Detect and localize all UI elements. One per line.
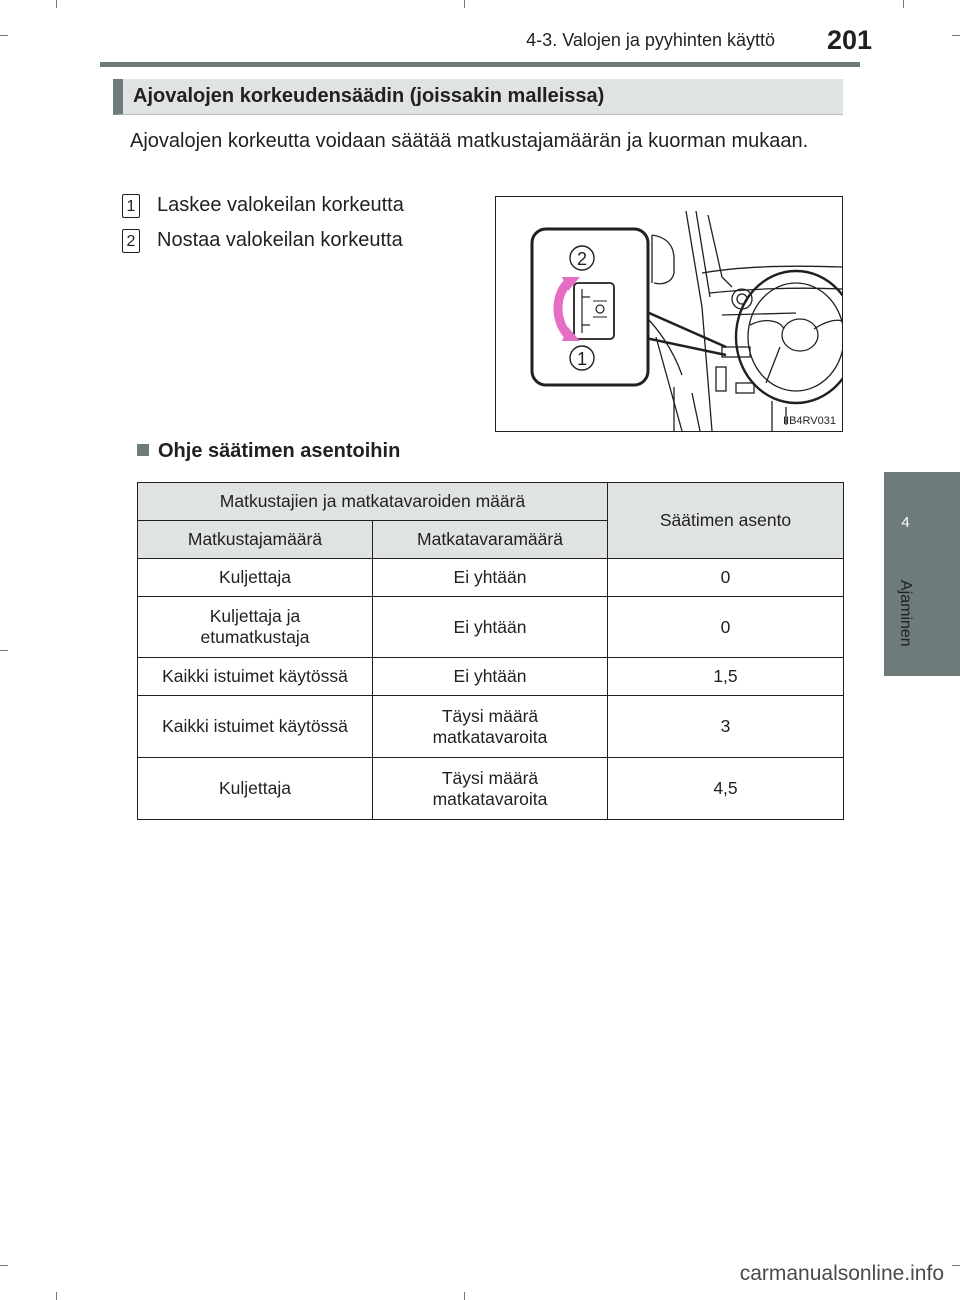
- luggage-cell: Täysi määrä matkatavaroita: [373, 758, 608, 820]
- dashboard-drawing: [496, 197, 842, 431]
- item-number-badge: 2: [122, 229, 140, 253]
- luggage-cell: Ei yhtään: [373, 597, 608, 658]
- crop-mark: [56, 1292, 57, 1300]
- crop-mark: [464, 1292, 465, 1300]
- passengers-cell: Kuljettaja: [138, 559, 373, 597]
- section-heading-text: Ajovalojen korkeudensäädin (joissakin malleissa): [133, 85, 605, 107]
- header-section-title: 4-3. Valojen ja pyyhinten käyttö: [526, 30, 775, 50]
- header-group-cell: Matkustajien ja matkatavaroiden määrä: [138, 483, 608, 521]
- passengers-cell: Kuljettaja: [138, 758, 373, 820]
- crop-mark: [0, 1265, 8, 1266]
- luggage-cell: Ei yhtään: [373, 658, 608, 696]
- callout-1: 1: [576, 349, 588, 369]
- table-row: [138, 559, 844, 597]
- luggage-cell: Ei yhtään: [373, 559, 608, 597]
- page-number: 201: [826, 25, 872, 55]
- square-bullet-icon: [137, 444, 149, 456]
- passengers-cell: Kaikki istuimet käytössä: [138, 658, 373, 696]
- chapter-number: 4: [901, 514, 910, 531]
- dial-position-table: [137, 482, 844, 820]
- crop-mark: [952, 1265, 960, 1266]
- table-row: [138, 658, 844, 696]
- luggage-cell: Täysi määrä matkatavaroita: [373, 696, 608, 758]
- position-cell: 4,5: [608, 758, 844, 820]
- headlight-leveling-illustration: [495, 196, 843, 432]
- subsection-heading-text: Ohje säätimen asentoihin: [158, 440, 401, 462]
- passengers-cell: Kuljettaja ja etumatkustaja: [138, 597, 373, 658]
- table-header-row: [138, 483, 844, 521]
- table-row: [138, 758, 844, 820]
- position-cell: 0: [608, 559, 844, 597]
- intro-paragraph: Ajovalojen korkeutta voidaan säätää matkustajamäärän ja kuorman mukaan.: [130, 130, 809, 152]
- crop-mark: [0, 650, 8, 651]
- position-cell: 1,5: [608, 658, 844, 696]
- header-passengers-cell: Matkustajamäärä: [138, 521, 373, 559]
- page-header: [0, 0, 960, 62]
- header-rule: [100, 62, 860, 67]
- chapter-label: Ajaminen: [897, 580, 914, 647]
- watermark: carmanualsonline.info: [739, 1262, 944, 1285]
- position-cell: 3: [608, 696, 844, 758]
- list-item-text: Laskee valokeilan korkeutta: [157, 194, 404, 216]
- passengers-cell: Kaikki istuimet käytössä: [138, 696, 373, 758]
- header-luggage-cell: Matkatavaramäärä: [373, 521, 608, 559]
- list-item-text: Nostaa valokeilan korkeutta: [157, 229, 403, 251]
- position-cell: 0: [608, 597, 844, 658]
- item-number-badge: 1: [122, 194, 140, 218]
- header-position-cell: Säätimen asento: [608, 483, 844, 559]
- subsection-heading: [137, 440, 400, 463]
- table-row: [138, 597, 844, 658]
- section-heading: [113, 79, 843, 115]
- callout-2: 2: [576, 249, 588, 269]
- table-row: [138, 696, 844, 758]
- figure-code: IIB4RV031: [782, 415, 836, 427]
